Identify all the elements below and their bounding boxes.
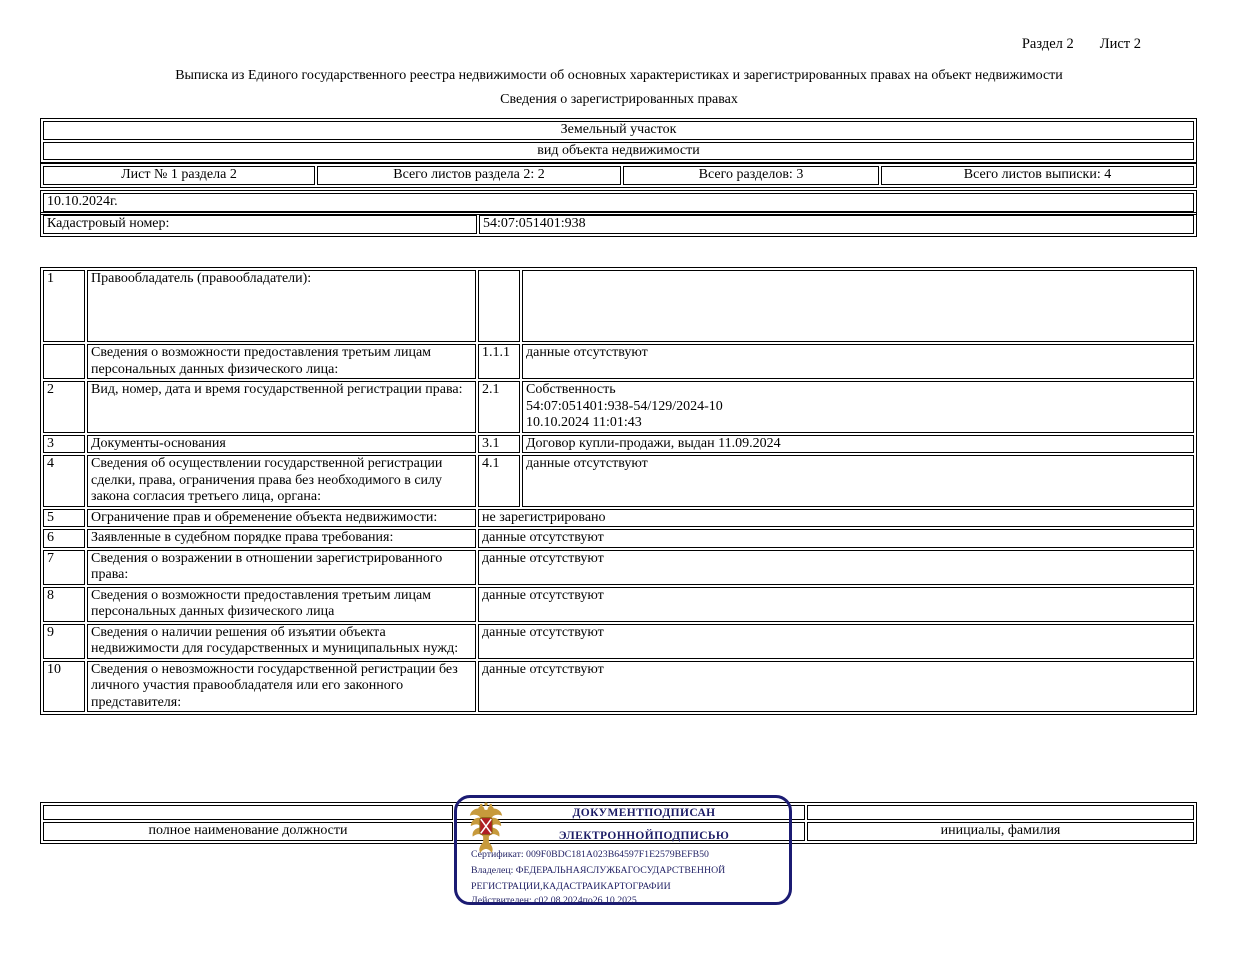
row-label: Правообладатель (правообладатели):	[87, 270, 476, 342]
table-row	[43, 435, 1194, 454]
initials-caption: инициалы, фамилия	[807, 822, 1194, 841]
table-row	[43, 215, 1194, 234]
cadastral-value: 54:07:051401:938	[479, 215, 1194, 234]
row-value: не зарегистрировано	[478, 509, 1194, 528]
row-number: 7	[43, 550, 85, 585]
sheet-info-cell: Всего листов раздела 2: 2	[317, 166, 621, 185]
rosreestr-emblem-icon	[467, 802, 505, 856]
table-row	[43, 587, 1194, 622]
table-row	[43, 121, 1194, 140]
sheet-info-table	[40, 163, 1197, 188]
row-number: 3	[43, 435, 85, 454]
signature-line-right	[807, 805, 1194, 820]
document-subtitle: Сведения о зарегистрированных правах	[500, 92, 738, 107]
table-row	[43, 529, 1194, 548]
row-label: Документы-основания	[87, 435, 476, 454]
row-value: данные отсутствуют	[478, 661, 1194, 713]
row-value: данные отсутствуют	[478, 529, 1194, 548]
section-number: Раздел 2	[1021, 36, 1074, 52]
table-row	[43, 166, 1194, 185]
table-row	[43, 381, 1194, 433]
row-subnumber: 3.1	[478, 435, 520, 454]
table-row	[43, 142, 1194, 161]
row-value: данные отсутствуют	[522, 455, 1194, 507]
row-subnumber: 4.1	[478, 455, 520, 507]
row-value: данные отсутствуют	[478, 624, 1194, 659]
sheet-info-cell: Лист № 1 раздела 2	[43, 166, 315, 185]
row-number: 10	[43, 661, 85, 713]
registration-number: 54:07:051401:938-54/129/2024-10	[526, 398, 723, 414]
sheet-info-cell: Всего листов выписки: 4	[881, 166, 1194, 185]
row-label: Сведения о возможности предоставления третьим лицам персональных данных физического лица	[87, 587, 476, 622]
row-number: 9	[43, 624, 85, 659]
sheet-number: Лист 2	[1099, 36, 1141, 52]
row-number	[43, 344, 85, 379]
row-label: Сведения об осуществлении государственной регистрации сделки, права, ограничения права без необходимого в силу закона согласия третьего лица, органа:	[87, 455, 476, 507]
object-type-caption: вид объекта недвижимости	[43, 142, 1194, 161]
registration-kind: Собственность	[526, 382, 616, 397]
object-type-value: Земельный участок	[43, 121, 1194, 140]
row-value	[522, 381, 1194, 433]
row-label: Сведения о невозможности государственной регистрации без личного участия правообладателя или его законного представителя:	[87, 661, 476, 713]
table-row	[43, 550, 1194, 585]
row-subnumber	[478, 270, 520, 342]
row-number: 4	[43, 455, 85, 507]
row-number: 2	[43, 381, 85, 433]
row-subnumber: 1.1.1	[478, 344, 520, 379]
document-title: Выписка из Единого государственного реестра недвижимости об основных характеристиках и зарегистрированных правах на объект недвижимости	[175, 68, 1063, 83]
row-label: Сведения о возражении в отношении зарегистрированного права:	[87, 550, 476, 585]
row-number: 8	[43, 587, 85, 622]
digital-signature-stamp	[454, 795, 792, 905]
stamp-owner-line1: Владелец: ФЕДЕРАЛЬНАЯСЛУЖБАГОСУДАРСТВЕННОЙ	[471, 865, 726, 876]
table-row	[43, 624, 1194, 659]
stamp-owner-line2: РЕГИСТРАЦИИ,КАДАСТРАИКАРТОГРАФИИ	[471, 881, 671, 892]
table-row	[43, 509, 1194, 528]
row-label: Заявленные в судебном порядке права требования:	[87, 529, 476, 548]
table-row	[43, 344, 1194, 379]
row-value	[522, 270, 1194, 342]
signature-line-left	[43, 805, 453, 820]
row-label: Ограничение прав и обременение объекта недвижимости:	[87, 509, 476, 528]
registration-datetime: 10.10.2024 11:01:43	[526, 415, 642, 430]
page-header-right	[1022, 36, 1141, 53]
row-label: Сведения о наличии решения об изъятии объекта недвижимости для государственных и муниципальных нужд:	[87, 624, 476, 659]
table-row	[43, 193, 1194, 212]
extract-date-table	[40, 190, 1197, 215]
extract-date: 10.10.2024г.	[43, 193, 1194, 212]
sheet-info-cell: Всего разделов: 3	[623, 166, 879, 185]
row-label: Вид, номер, дата и время государственной регистрации права:	[87, 381, 476, 433]
row-value: данные отсутствуют	[478, 587, 1194, 622]
row-number: 1	[43, 270, 85, 342]
table-row	[43, 455, 1194, 507]
row-subnumber: 2.1	[478, 381, 520, 433]
table-row	[43, 661, 1194, 713]
rights-table	[40, 267, 1197, 715]
row-value: данные отсутствуют	[522, 344, 1194, 379]
row-number: 5	[43, 509, 85, 528]
stamp-validity: Действителен: с02.08.2024по26.10.2025	[471, 895, 637, 906]
stamp-line-electronic-signature: ЭЛЕКТРОННОЙПОДПИСЬЮ	[558, 830, 730, 842]
table-row	[43, 270, 1194, 342]
stamp-line-document-signed: ДОКУМЕНТПОДПИСАН	[572, 807, 716, 819]
object-type-table	[40, 118, 1197, 163]
position-caption: полное наименование должности	[43, 822, 453, 841]
cadastral-number-table	[40, 212, 1197, 237]
cadastral-label: Кадастровый номер:	[43, 215, 477, 234]
row-value: Договор купли-продажи, выдан 11.09.2024	[522, 435, 1194, 454]
row-number: 6	[43, 529, 85, 548]
row-label: Сведения о возможности предоставления третьим лицам персональных данных физического лица:	[87, 344, 476, 379]
stamp-certificate: Сертификат: 009F0BDC181A023B64597F1E2579BEFB50	[471, 849, 709, 860]
row-value: данные отсутствуют	[478, 550, 1194, 585]
